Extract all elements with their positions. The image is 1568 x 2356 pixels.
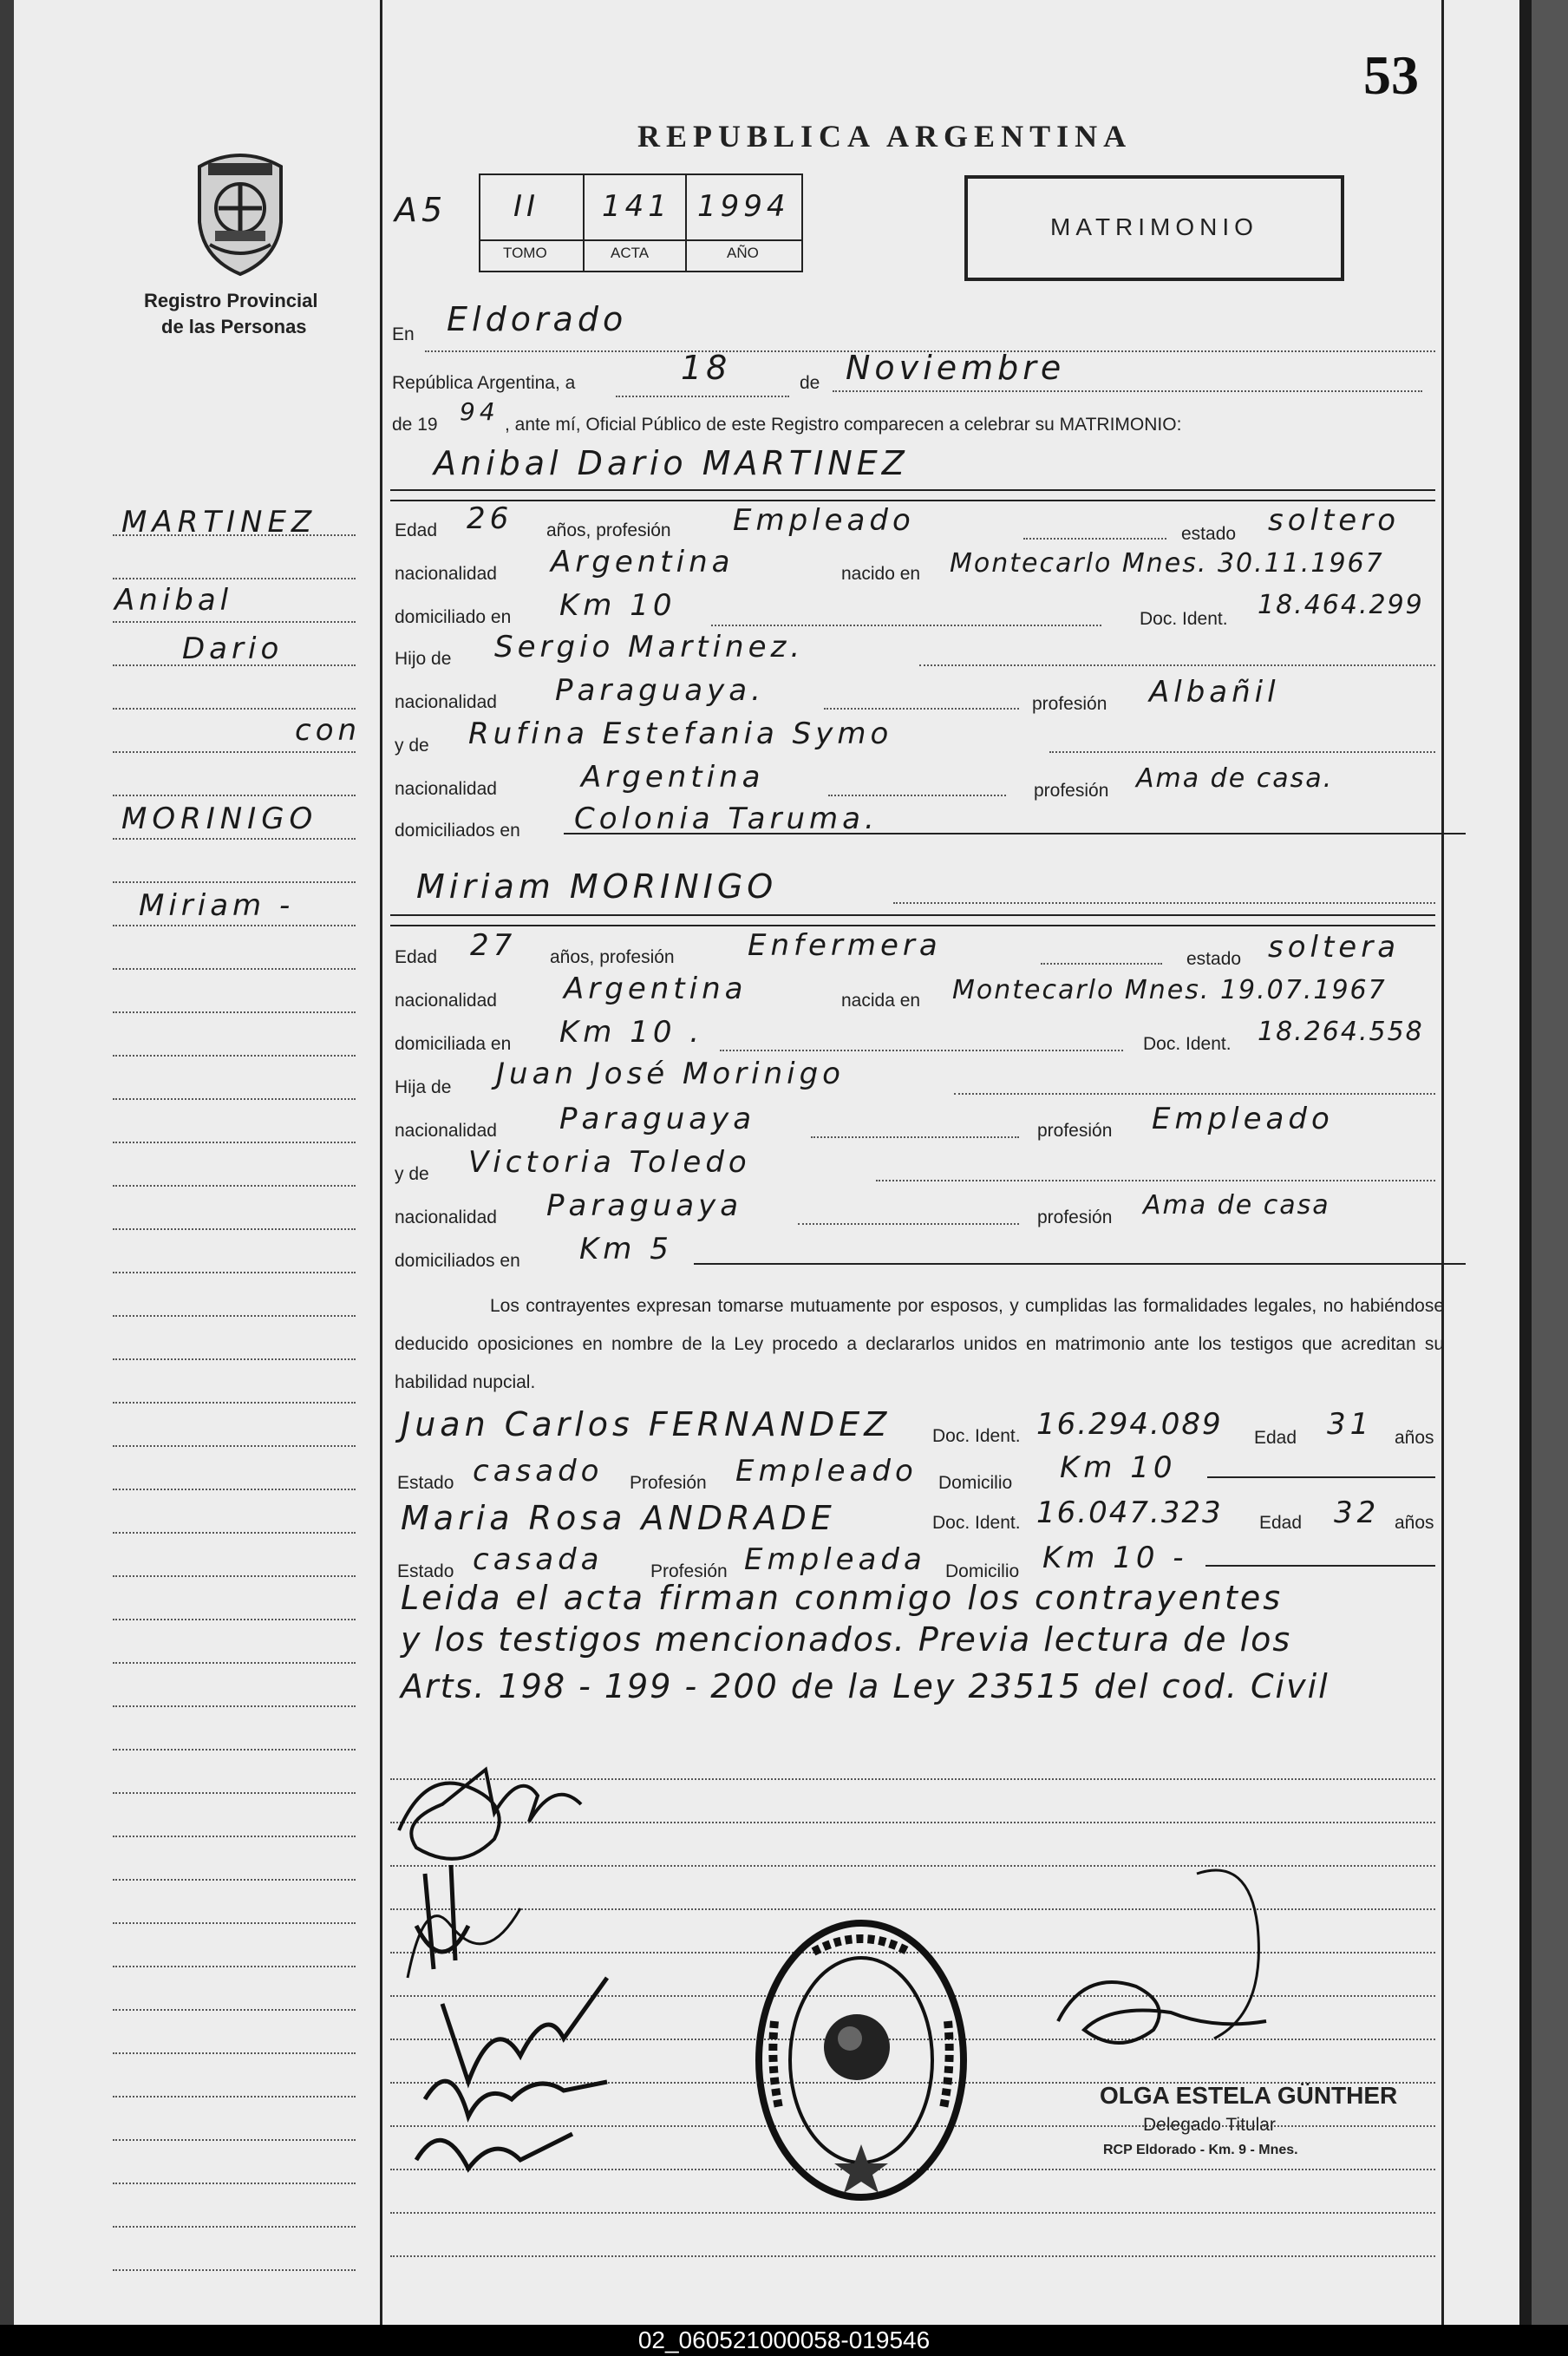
- rule: [720, 1050, 1123, 1051]
- rule: [1041, 963, 1162, 965]
- margin-rule: [113, 1966, 356, 1967]
- rule: [1205, 1565, 1435, 1567]
- margin-rule: [113, 664, 356, 666]
- tomo-acta-ano-box: [479, 173, 803, 272]
- witness2-doc-label: Doc. Ident.: [932, 1513, 1021, 1533]
- rule: [828, 795, 1006, 796]
- groom-nacido-label: nacido en: [841, 564, 921, 584]
- intro-text: , ante mí, Oficial Público de este Registro comparecen a celebrar su MATRIMONIO:: [505, 415, 1182, 435]
- witness2-doc: 16.047.323: [1036, 1495, 1223, 1530]
- margin-rule: [113, 1489, 356, 1490]
- groom-doc: 18.464.299: [1258, 590, 1424, 620]
- month-value: Noviembre: [846, 349, 1066, 387]
- margin-rule: [113, 968, 356, 970]
- margin-rule: [113, 881, 356, 883]
- groom-domicile: Km 10: [559, 588, 676, 623]
- margin-rule: [113, 1142, 356, 1143]
- margin-rule: [113, 2139, 356, 2141]
- rule: [564, 833, 1466, 834]
- closing-line-3: Arts. 198 - 199 - 200 de la Ley 23515 del cod. Civil: [401, 1667, 1330, 1705]
- witness1-doc: 16.294.089: [1036, 1407, 1223, 1442]
- groom-estado-label: estado: [1181, 524, 1237, 544]
- groom-age: 26: [467, 501, 513, 536]
- rule: [919, 664, 1435, 666]
- record-type-box: [964, 175, 1344, 281]
- groom-father-nat-label: nacionalidad: [395, 692, 497, 712]
- margin-rule: [113, 534, 356, 536]
- year-suffix: 94: [460, 397, 500, 426]
- witness2-estado-label: Estado: [397, 1561, 454, 1581]
- officer-title: Delegado Titular: [1143, 2115, 1276, 2135]
- bride-parents-dom-label: domiciliados en: [395, 1251, 520, 1271]
- groom-marital-status: soltero: [1268, 503, 1400, 538]
- witness2-anos-label: años: [1395, 1513, 1434, 1533]
- margin-rule: [113, 2226, 356, 2228]
- record-type: MATRIMONIO: [1050, 213, 1258, 240]
- rule: [390, 914, 1435, 916]
- groom-nationality: Argentina: [551, 545, 735, 579]
- margin-rule: [113, 621, 356, 623]
- rule: [824, 708, 1019, 710]
- republica-label: República Argentina, a: [392, 373, 576, 393]
- left-margin-line: [380, 0, 382, 2325]
- closing-line-1: Leida el acta firman conmigo los contrayentes: [401, 1579, 1284, 1617]
- de-label: de: [800, 373, 820, 393]
- witness1-edad-label: Edad: [1254, 1428, 1297, 1448]
- rule: [798, 1223, 1019, 1225]
- margin-rule: [113, 1185, 356, 1187]
- ano-label: AÑO: [727, 245, 759, 261]
- witness1-estado-label: Estado: [397, 1473, 454, 1493]
- registry-label-line1: Registro Provincial: [144, 290, 318, 311]
- margin-rule: [113, 578, 356, 579]
- page-number: 53: [1363, 44, 1419, 106]
- margin-rule: [113, 751, 356, 753]
- box-label-divider: [480, 239, 801, 241]
- margin-rule: [113, 1315, 356, 1317]
- margin-rule: [113, 925, 356, 926]
- margin-rule: [113, 1402, 356, 1404]
- groom-mother-prof-label: profesión: [1034, 781, 1109, 801]
- margin-code: A5: [395, 191, 448, 229]
- margin-rule: [113, 2052, 356, 2054]
- declaration-paragraph: Los contrayentes expresan tomarse mutuamente por esposos, y cumplidas las formalidades legales, no habiéndose deducido oposiciones en nombre de la Ley procedo a declararlos unidos en matrimonio ante los testigos que acreditan su habilidad nupcial.: [395, 1296, 1444, 1392]
- ano-cell: [685, 175, 800, 271]
- rule: [390, 2255, 1435, 2257]
- witness2-profession: Empleada: [744, 1542, 926, 1577]
- rule: [811, 1136, 1019, 1138]
- witness2-profesion-label: Profesión: [650, 1561, 728, 1581]
- groom-parents-domicile: Colonia Taruma.: [574, 802, 879, 836]
- bride-profesion-label: años, profesión: [550, 947, 675, 967]
- witness2-domicile: Km 10 -: [1042, 1541, 1188, 1575]
- witness2-age: 32: [1334, 1495, 1381, 1530]
- groom-name: Anibal Dario MARTINEZ: [434, 444, 909, 482]
- witness1-doc-label: Doc. Ident.: [932, 1426, 1021, 1446]
- witness1-domicilio-label: Domicilio: [938, 1473, 1013, 1493]
- bride-nacionalidad-label: nacionalidad: [395, 991, 497, 1011]
- groom-birth: Montecarlo Mnes. 30.11.1967: [950, 548, 1384, 579]
- bride-father: Juan José Morinigo: [496, 1057, 845, 1091]
- margin-note-surname: MARTINEZ: [121, 505, 317, 540]
- witness1-status: casado: [473, 1454, 604, 1489]
- margin-rule: [113, 1358, 356, 1360]
- tomo-value: II: [513, 189, 540, 224]
- groom-mother-profession: Ama de casa.: [1136, 763, 1334, 794]
- groom-mother-nationality: Argentina: [581, 760, 765, 795]
- official-seal-icon: [753, 1917, 970, 2203]
- margin-note-first-name: Anibal: [114, 583, 233, 618]
- day-value: 18: [681, 349, 732, 387]
- witness1-age: 31: [1327, 1407, 1374, 1442]
- groom-nacionalidad-label: nacionalidad: [395, 564, 497, 584]
- tomo-label: TOMO: [503, 245, 547, 261]
- place-value: Eldorado: [447, 300, 628, 338]
- rule: [1049, 751, 1435, 753]
- registry-label-line2: de las Personas: [161, 316, 307, 337]
- bride-mother-profession: Ama de casa: [1143, 1190, 1330, 1221]
- groom-profession: Empleado: [733, 503, 915, 538]
- bride-hija-label: Hija de: [395, 1077, 452, 1097]
- margin-rule: [113, 1532, 356, 1534]
- rule: [833, 390, 1422, 392]
- groom-mother-nat-label: nacionalidad: [395, 779, 497, 799]
- bride-name: Miriam MORINIGO: [416, 867, 778, 906]
- witness2-domicilio-label: Domicilio: [945, 1561, 1020, 1581]
- bride-doc-label: Doc. Ident.: [1143, 1034, 1232, 1054]
- margin-rule: [113, 1705, 356, 1707]
- margin-rule: [113, 1619, 356, 1620]
- margin-rule: [113, 1272, 356, 1273]
- bride-mother-prof-label: profesión: [1037, 1207, 1113, 1227]
- margin-note-bride-name: Miriam -: [139, 888, 295, 923]
- margin-rule: [113, 1055, 356, 1057]
- groom-father-nationality: Paraguaya.: [555, 673, 765, 708]
- bride-edad-label: Edad: [395, 947, 438, 967]
- margin-rule: [113, 1662, 356, 1664]
- groom-father-profession: Albañil: [1149, 675, 1280, 710]
- margin-rule: [113, 1011, 356, 1013]
- year-prefix: de 19: [392, 415, 438, 435]
- bride-age: 27: [470, 928, 517, 963]
- margin-note-middle-name: Dario: [182, 632, 284, 666]
- margin-rule: [113, 2096, 356, 2097]
- groom-edad-label: Edad: [395, 520, 438, 540]
- bride-mother-nationality: Paraguaya: [546, 1188, 743, 1223]
- witness1-domicile: Km 10: [1060, 1450, 1177, 1485]
- groom-father: Sergio Martinez.: [494, 630, 805, 664]
- rule: [876, 1180, 1435, 1181]
- bride-mother: Victoria Toledo: [468, 1145, 751, 1180]
- witness2-edad-label: Edad: [1259, 1513, 1303, 1533]
- margin-note-bride-surname: MORINIGO: [121, 802, 318, 836]
- right-margin-line: [1441, 0, 1444, 2325]
- bride-marital-status: soltera: [1268, 930, 1401, 965]
- margin-rule: [113, 1792, 356, 1794]
- rule: [1207, 1476, 1435, 1478]
- officer-name: OLGA ESTELA GÜNTHER: [1100, 2082, 1398, 2109]
- groom-doc-label: Doc. Ident.: [1140, 609, 1228, 629]
- witness1-profession: Empleado: [735, 1454, 918, 1489]
- margin-rule: [113, 1749, 356, 1751]
- officer-office: RCP Eldorado - Km. 9 - Mnes.: [1103, 2143, 1298, 2157]
- margin-rule: [113, 1228, 356, 1230]
- margin-rule: [113, 1922, 356, 1924]
- en-label: En: [392, 324, 415, 344]
- country-heading: REPUBLICA ARGENTINA: [637, 119, 1133, 154]
- witness1-anos-label: años: [1395, 1428, 1434, 1448]
- margin-rule: [113, 795, 356, 796]
- margin-rule: [113, 708, 356, 710]
- margin-rule: [113, 2269, 356, 2271]
- bride-birth: Montecarlo Mnes. 19.07.1967: [952, 975, 1387, 1005]
- rule: [390, 925, 1435, 926]
- bride-mother-nat-label: nacionalidad: [395, 1207, 497, 1227]
- margin-rule: [113, 1836, 356, 1837]
- bride-doc: 18.264.558: [1258, 1017, 1424, 1047]
- margin-rule: [113, 1879, 356, 1881]
- witness2-status: casada: [473, 1542, 604, 1577]
- bride-father-nationality: Paraguaya: [559, 1102, 756, 1136]
- acta-label: ACTA: [611, 245, 650, 261]
- rule: [1023, 538, 1166, 540]
- image-footer-id: 02_060521000058-019546: [0, 2325, 1568, 2356]
- witness1-name: Juan Carlos FERNANDEZ: [401, 1405, 892, 1443]
- rule: [711, 625, 1101, 626]
- witness2-name: Maria Rosa ANDRADE: [401, 1499, 836, 1537]
- groom-profesion-label: años, profesión: [546, 520, 671, 540]
- margin-rule: [113, 2009, 356, 2011]
- bride-father-prof-label: profesión: [1037, 1121, 1113, 1141]
- bride-nationality: Argentina: [564, 972, 748, 1006]
- groom-parents-dom-label: domiciliados en: [395, 821, 520, 841]
- bride-parents-domicile: Km 5: [579, 1232, 673, 1266]
- rule: [616, 396, 789, 397]
- margin-note-con: con: [295, 713, 362, 748]
- rule: [954, 1093, 1435, 1095]
- rule: [390, 500, 1435, 501]
- bride-nacida-label: nacida en: [841, 991, 921, 1011]
- bride-father-nat-label: nacionalidad: [395, 1121, 497, 1141]
- margin-rule: [113, 1098, 356, 1100]
- rule: [390, 489, 1435, 491]
- groom-yde-label: y de: [395, 736, 429, 756]
- bride-yde-label: y de: [395, 1164, 429, 1184]
- acta-cell: [583, 175, 687, 271]
- page-stack-edge: [1532, 0, 1568, 2325]
- margin-rule: [113, 1575, 356, 1577]
- bride-domicile: Km 10 .: [559, 1015, 704, 1050]
- closing-line-2: y los testigos mencionados. Previa lectura de los: [401, 1620, 1292, 1659]
- bride-profession: Enfermera: [748, 928, 942, 963]
- acta-value: 141: [602, 189, 671, 224]
- rule: [893, 902, 1435, 904]
- ano-value: 1994: [697, 189, 790, 224]
- groom-hijo-label: Hijo de: [395, 649, 452, 669]
- coat-of-arms-icon: [184, 147, 297, 278]
- margin-rule: [113, 2183, 356, 2184]
- groom-domiciliado-label: domiciliado en: [395, 607, 512, 627]
- bride-father-profession: Empleado: [1152, 1102, 1334, 1136]
- groom-mother: Rufina Estefania Symo: [468, 717, 893, 751]
- tomo-cell: [480, 175, 585, 271]
- rule: [694, 1263, 1466, 1265]
- witness1-profesion-label: Profesión: [630, 1473, 707, 1493]
- binding-edge: [0, 0, 14, 2325]
- groom-father-prof-label: profesión: [1032, 694, 1107, 714]
- margin-rule: [113, 1445, 356, 1447]
- bride-estado-label: estado: [1186, 949, 1242, 969]
- bride-domiciliada-label: domiciliada en: [395, 1034, 512, 1054]
- margin-rule: [113, 838, 356, 840]
